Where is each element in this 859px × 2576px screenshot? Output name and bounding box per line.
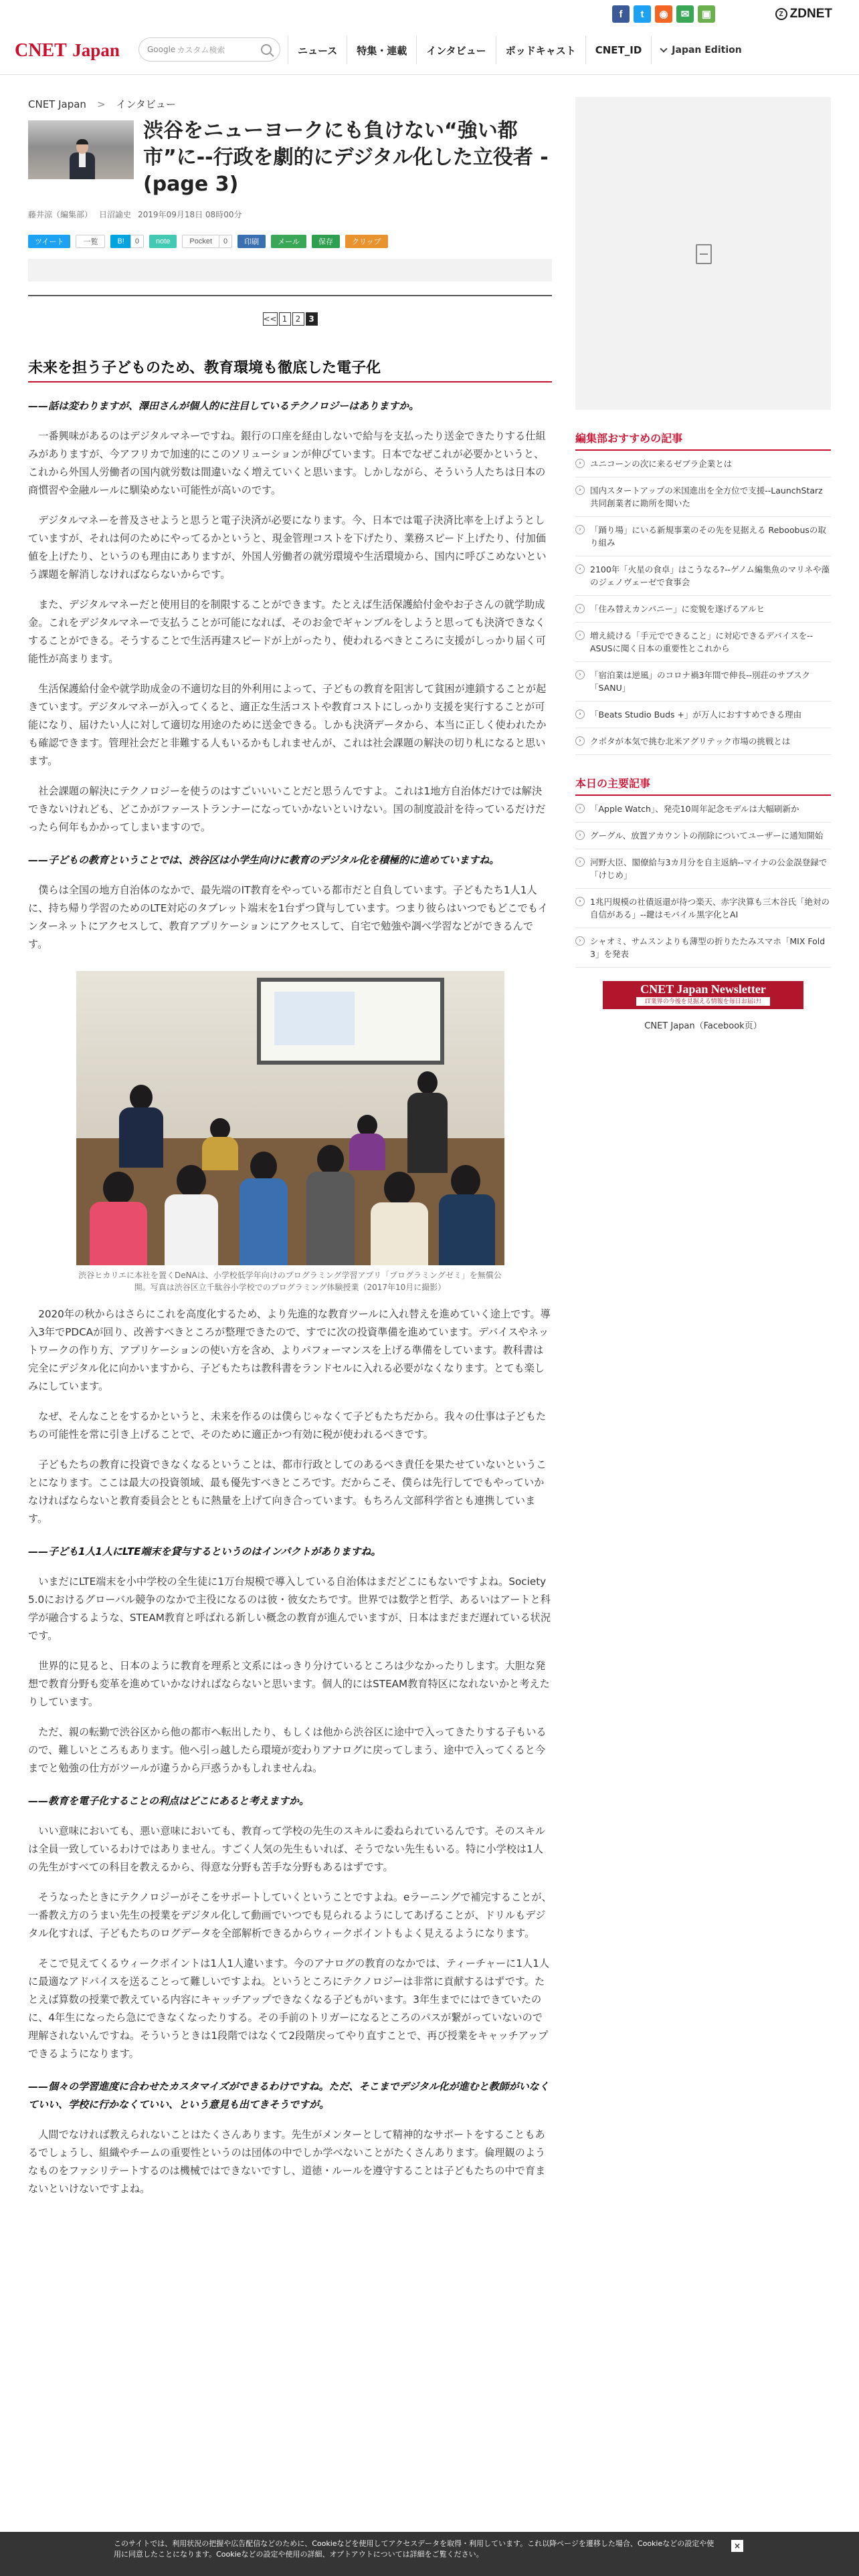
- recommend-list: [575, 451, 831, 755]
- clip-button[interactable]: クリップ: [345, 235, 388, 248]
- interview-question: ——個々の学習進度に合わせたカスタマイズができるわけですね。ただ、そこまでデジタル化が進むと教師がいなくていい、学校に行かなくていい、という意見も出てきそうですが。: [28, 2080, 549, 2111]
- page-1-button[interactable]: 1: [279, 312, 291, 326]
- google-label: Google: [147, 45, 176, 54]
- nav-podcast[interactable]: ポッドキャスト: [496, 36, 585, 64]
- figure-caption: 渋谷ヒカリエに本社を置くDeNAは、小学校低学年向けのプログラミング学習アプリ「プログラミングゼミ」を無償公開。写真は渋谷区立千駄谷小学校でのプログラミング体験授業（2017年10月に撮影）: [78, 1271, 502, 1292]
- edition-selector[interactable]: Japan Edition: [652, 45, 741, 56]
- nav-interview[interactable]: インタビュー: [416, 36, 495, 64]
- nav-news[interactable]: ニュース: [288, 36, 347, 64]
- paragraph: 生活保護給付金や就学助成金の不適切な目的外利用によって、子どもの教育を阻害して貧困が連鎖することが起きています。デジタルマネーが入ってくると、適正な生活コストや教育コストにしっかり支援を実行することが可能になり、届けたい人に対して適切な用途のために送金できる。しかも決済データから、本当に正しく使われたかも確認できます。管理社会だと非難する人もいるかもしれませんが、これは社会課題の解決の切り札になると思います。: [28, 683, 547, 767]
- list-item[interactable]: › 「Apple Watch」、発売10周年記念モデルは大幅刷新か: [575, 796, 831, 823]
- broken-image-icon: [696, 244, 712, 264]
- pocket-count: 0: [219, 235, 232, 248]
- list-item[interactable]: › 「踊り場」にいる新規事業のその先を見据える Reboobusの取り組み: [575, 517, 831, 556]
- nav-cnet-id[interactable]: CNET_ID: [585, 36, 652, 64]
- paragraph: デジタルマネーを普及させようと思うと電子決済が必要になります。今、日本では電子決済比率を上げようとしていますが、それは何のためにやってるかというと、現金管理コストを下げたり、業務スピード上げたり、付加価値を上げたり、というのも理由にありますが、外国人労働者の就労環境や生活環境から、国内に呼びこめないという課題を解消しなければならないからです。: [28, 514, 547, 580]
- twitter-icon[interactable]: t: [634, 5, 651, 23]
- list-item[interactable]: › シャオミ、サムスンよりも薄型の折りたたみスマホ「MIX Fold 3」を発表: [575, 928, 831, 968]
- paragraph: 僕らは全国の地方自治体のなかで、最先端のIT教育をやっている都市だと自負しています。子どもたち1人1人に、持ち帰り学習のためのLTE対応のタブレット端末を1台ずつ貸与しています。つまり彼らはいつでもどこでもインターネットにアクセスして、教育アプリケーションにアクセスして、自宅で勉強や調べ学習などができるんです。: [28, 884, 549, 950]
- chevron-right-icon: ›: [575, 604, 585, 613]
- print-button[interactable]: 印刷: [237, 235, 266, 248]
- breadcrumb-category[interactable]: インタビュー: [116, 98, 176, 110]
- recommend-heading: 編集部おすすめの記事: [575, 430, 831, 451]
- ad-banner: [28, 259, 552, 282]
- site-header: [0, 27, 859, 75]
- paragraph: 一番興味があるのはデジタルマネーですね。銀行の口座を経由しないで給与を支払ったり送金できたりする仕組みがありますが、今アフリカで加速的にこのソリューションが伸びています。日本でなぜこれが必要かというと、これから外国人労働者の国内就労数は間違いなく増えていくと思います。しかしながら、そういう人たちは日本の商慣習や金融ルールに馴染めない可能性が高いのです。: [28, 430, 546, 496]
- main-news-section: [575, 775, 831, 968]
- chevron-down-icon: [660, 45, 668, 52]
- main-news-list: [575, 796, 831, 968]
- list-item[interactable]: › ユニコーンの次に来るゼブラ企業とは: [575, 451, 831, 477]
- paragraph: 人間でなければ教えられないことはたくさんあります。先生がメンターとして精神的なサポートをすることもあるでしょうし、組織やチームの重要性というのは団体の中でしか学べないことがたくさんあります。倫理観のようなものをファシリテートするのは機械ではできないですし、道徳・ルールを遵守することは子どもたちの中で育まないといけないですよね。: [28, 2129, 546, 2195]
- note-button[interactable]: note: [149, 235, 177, 248]
- paragraph: なぜ、そんなことをするかというと、未来を作るのは僕らじゃなくて子どもたちだから。我々の仕事は子どもたちの可能性を常に引き上げることで、そのために適正かつ有効に税が使われるべきです。: [28, 1410, 547, 1440]
- save-button[interactable]: 保存: [312, 235, 340, 248]
- breadcrumb-home[interactable]: CNET Japan: [28, 98, 86, 110]
- paragraph: いまだにLTE端末を小中学校の全生徒に1万台規模で導入している自治体はまだどこにもないですよね。Society 5.0におけるグローバル競争のなかで主役になるのは彼・彼女たちです。世界では数学と哲学、あるいはアートと科学が融合するような、STEAM教育と呼ばれる新しい概念の教育が進んでいますが、日本はまだまだ遅れている状況です。: [28, 1576, 551, 1642]
- paragraph: ただ、親の転勤で渋谷区から他の都市へ転出したり、もしくは他から渋谷区に途中で入ってきたりする子もいるので、難しいところもあります。他へ引っ越したら環境が変わりアナログに戻ってしまう、途中で入ってくると今までと勉強の仕方がツールが違うから戸惑うかもしれませんね。: [28, 1726, 547, 1774]
- mail-icon[interactable]: ✉: [676, 5, 694, 23]
- list-item[interactable]: › 国内スタートアップの米国進出を全方位で支援--LaunchStarz共同創業者に勘所を聞いた: [575, 477, 831, 517]
- page-2-button[interactable]: 2: [292, 312, 304, 326]
- share-buttons: [28, 235, 552, 248]
- zdnet-logo[interactable]: Z ZDNET: [775, 7, 832, 21]
- chevron-right-icon: ›: [575, 897, 585, 906]
- recommend-section: [575, 430, 831, 755]
- paragraph: そうなったときにテクノロジーがそこをサポートしていくということですよね。eラーニングで補完することが、一番教え方のうまい先生の授業をデジタル化して動画でいつでも見られるようにしてあげることが、ドリルもデジタル化すれば、子どもたちのログデータを全部解析できるからウィークポイントもよく見えるようになります。: [28, 1891, 552, 1939]
- chevron-right-icon: ›: [575, 736, 585, 746]
- publish-date: 2019年09月18日 08時00分: [138, 210, 242, 219]
- chevron-right-icon: ›: [575, 670, 585, 679]
- sidebar: [575, 97, 831, 1031]
- chevron-right-icon: ›: [575, 936, 585, 946]
- paragraph: 子どもたちの教育に投資できなくなるということは、都市行政としてのあるべき責任を果たせていないということになります。ここは最大の投資領域、最も優先すべきところです。だからこそ、僕らは先行してでもやっていかなければならないと教育委員会とともに熱量を上げて向き合っています。もちろん文部科学省とも連携しています。: [28, 1459, 547, 1525]
- chevron-right-icon: ›: [575, 857, 585, 867]
- cnet-japan-logo[interactable]: CNET Japan: [15, 40, 120, 61]
- divider: [28, 295, 552, 296]
- list-button[interactable]: 一覧: [76, 235, 105, 248]
- section-heading: 未来を担う子どものため、教育環境も徹底した電子化: [28, 356, 552, 383]
- page-title: 渋谷をニューヨークにも負けない“強い都市”に--行政を劇的にデジタル化した立役者 - (page 3): [143, 119, 549, 196]
- pocket-button[interactable]: Pocket: [182, 235, 219, 248]
- search-input[interactable]: カスタム検索: [177, 45, 225, 55]
- chevron-right-icon: ›: [575, 804, 585, 813]
- tweet-button[interactable]: ツイート: [28, 235, 70, 248]
- close-icon[interactable]: ×: [731, 2540, 743, 2552]
- list-item[interactable]: › 2100年「火星の食卓」はこうなる?--ゲノム編集魚のマリネや藻のジェノヴェーゼで食事会: [575, 556, 831, 596]
- paragraph: 2020年の秋からはさらにこれを高度化するため、より先進的な教育ツールに入れ替えを進めていく途上です。導入3年でPDCAが回り、改善すべきところが整理できたので、すでに次の投資準備を進めています。デバイスやネットワークの作り方、アプリケーションの使い方を含め、よりパフォーマンスを上げる準備をしています。教科書は完全にデジタル化に向かいますから、子どもたちは教科書をランドセルに入れる必要がなくなります。とても楽しみにしています。: [28, 1308, 551, 1392]
- app-icon[interactable]: ▣: [698, 5, 715, 23]
- hatena-bookmark-button[interactable]: B!: [110, 235, 130, 248]
- article-figure: [76, 971, 504, 1293]
- list-item[interactable]: › 「Beats Studio Buds +」が万人におすすめできる理由: [575, 702, 831, 728]
- cookie-banner: [0, 2532, 859, 2576]
- list-item[interactable]: › 増え続ける「手元でできること」に対応できるデバイスを--ASUSに聞く日本の重要性とこれから: [575, 623, 831, 662]
- social-icons: [612, 5, 715, 23]
- author-photo: [28, 120, 134, 179]
- paragraph: また、デジタルマネーだと使用目的を制限することができます。たとえば生活保護給付金やお子さんの就学助成金。これをデジタルマネーで支払うことが可能になれば、そのお金でギャンブルをしようと思っても決済できなくすることができる。そうすることで生活再建スピードが上がったり、使われるべきところに支援がしっかり届く可能性が高まります。: [28, 599, 546, 665]
- paragraph: いい意味においても、悪い意味においても、教育って学校の先生のスキルに委ねられているんです。そのスキルは全員一致しているわけではありません。すごく人気の先生もいれば、そうでない先生もいる。特に小学校は1人の先生がすべての科目を教えるから、得意な分野も苦手な分野もあるはずです。: [28, 1825, 546, 1873]
- paragraph: そこで見えてくるウィークポイントは1人1人違います。今のアナログの教育のなかでは、ティーチャーに1人1人に最適なアドバイスを送ることって難しいですよね。というところにテクノロジーは非常に貢献するはずです。たとえば算数の授業で教えている内容にキャッチアップできなくなる子どもがいます。3年生までにはできていたのに、4年生になったら急にできなくなったりする。その手前のトリガーになるところのパスが繋がっていないので理解されないんですね。そういうときは1段階ではなくて2段階戻ってやり直すことで、再び授業をキャッチアップできるようになります。: [28, 1957, 550, 2060]
- search-box[interactable]: [138, 37, 280, 62]
- page-first-button[interactable]: <<: [263, 312, 278, 326]
- list-item[interactable]: › 1兆円規模の社債返還が待つ楽天、赤字決算も三木谷氏「絶対の自信がある」--鍵はモバイル黒字化とAI: [575, 889, 831, 928]
- pagination: [28, 312, 552, 326]
- chevron-right-icon: ›: [575, 710, 585, 719]
- editor-name: 日沼諭史: [99, 210, 132, 219]
- facebook-link[interactable]: CNET Japan（Facebook页）: [644, 1021, 762, 1031]
- interview-question: ——話は変わりますが、澤田さんが個人的に注目しているテクノロジーはありますか。: [28, 400, 419, 412]
- list-item[interactable]: › 「宿泊業は逆風」のコロナ禍3年間で伸長--別荘のサブスク「SANU」: [575, 662, 831, 702]
- chevron-right-icon: ›: [575, 459, 585, 468]
- sidebar-ad: [575, 97, 831, 410]
- article-main: [28, 97, 552, 2198]
- list-item[interactable]: › 「住み替えカンパニー」に変貌を遂げるアルヒ: [575, 596, 831, 623]
- cookie-text: このサイトでは、利用状況の把握や広告配信などのために、Cookieなどを使用してアクセスデータを取得・利用しています。これ以降ページを遷移した場合、Cookieなどの設定や使用に同意したことになります。Cookieなどの設定や使用の詳細、オプトアウトについては詳細をご覧ください。: [114, 2539, 714, 2559]
- byline: [28, 209, 552, 220]
- interview-question: ——子ども1人1人にLTE端末を貸与するというのはインパクトがありますね。: [28, 1545, 381, 1558]
- zdnet-mark-icon: Z: [775, 8, 787, 20]
- chevron-right-icon: ›: [575, 486, 585, 495]
- main-nav: [288, 36, 742, 64]
- main-news-heading: 本日の主要記事: [575, 775, 831, 796]
- interview-question: ——子どもの教育ということでは、渋谷区は小学生向けに教育のデジタル化を積極的に進めていますね。: [28, 854, 500, 866]
- hatena-count: 0: [130, 235, 144, 248]
- author-name[interactable]: 藤井涼（編集部）: [28, 210, 93, 219]
- classroom-photo[interactable]: [76, 971, 504, 1265]
- chevron-right-icon: ›: [575, 525, 585, 534]
- chevron-right-icon: ›: [575, 631, 585, 640]
- list-item[interactable]: › クボタが本気で挑む北米アグリテック市場の挑戦とは: [575, 728, 831, 755]
- mail-share-button[interactable]: メール: [271, 235, 306, 248]
- list-item[interactable]: › 河野大臣、閣僚給与3カ月分を自主返納--マイナの公金誤登録で「けじめ」: [575, 849, 831, 889]
- breadcrumb: [28, 97, 552, 111]
- chevron-right-icon: ›: [575, 831, 585, 840]
- top-social-bar: [0, 0, 859, 27]
- interview-question: ——教育を電子化することの利点はどこにあると考えますか。: [28, 1795, 310, 1807]
- search-icon[interactable]: [261, 44, 272, 55]
- facebook-icon[interactable]: f: [612, 5, 630, 23]
- newsletter-banner[interactable]: CNET Japan Newsletter IT業界の今後を見据える情報を毎日お届け!: [603, 981, 803, 1009]
- page-3-current: 3: [306, 312, 318, 326]
- chevron-right-icon: ›: [575, 564, 585, 574]
- paragraph: 社会課題の解決にテクノロジーを使うのはすごいいいことだと思うんですよ。これは1地方自治体だけでは解決できないけれども、どこかがファーストランナーになっていかないといけない。国の制度設計を待っているだけだったら何年もかかってしまいますので。: [28, 785, 546, 833]
- article-header: [28, 120, 552, 198]
- nav-features[interactable]: 特集・連載: [347, 36, 416, 64]
- breadcrumb-separator: >: [96, 98, 106, 110]
- rss-icon[interactable]: ◉: [655, 5, 672, 23]
- list-item[interactable]: › グーグル、放置アカウントの削除についてユーザーに通知開始: [575, 823, 831, 849]
- paragraph: 世界的に見ると、日本のように教育を理系と文系にはっきり分けているところは少なかったりします。大胆な発想で教育分野も変革を進めていかなければならないと思います。個人的にはSTEAM教育特区になれないかと考えたりしています。: [28, 1660, 550, 1708]
